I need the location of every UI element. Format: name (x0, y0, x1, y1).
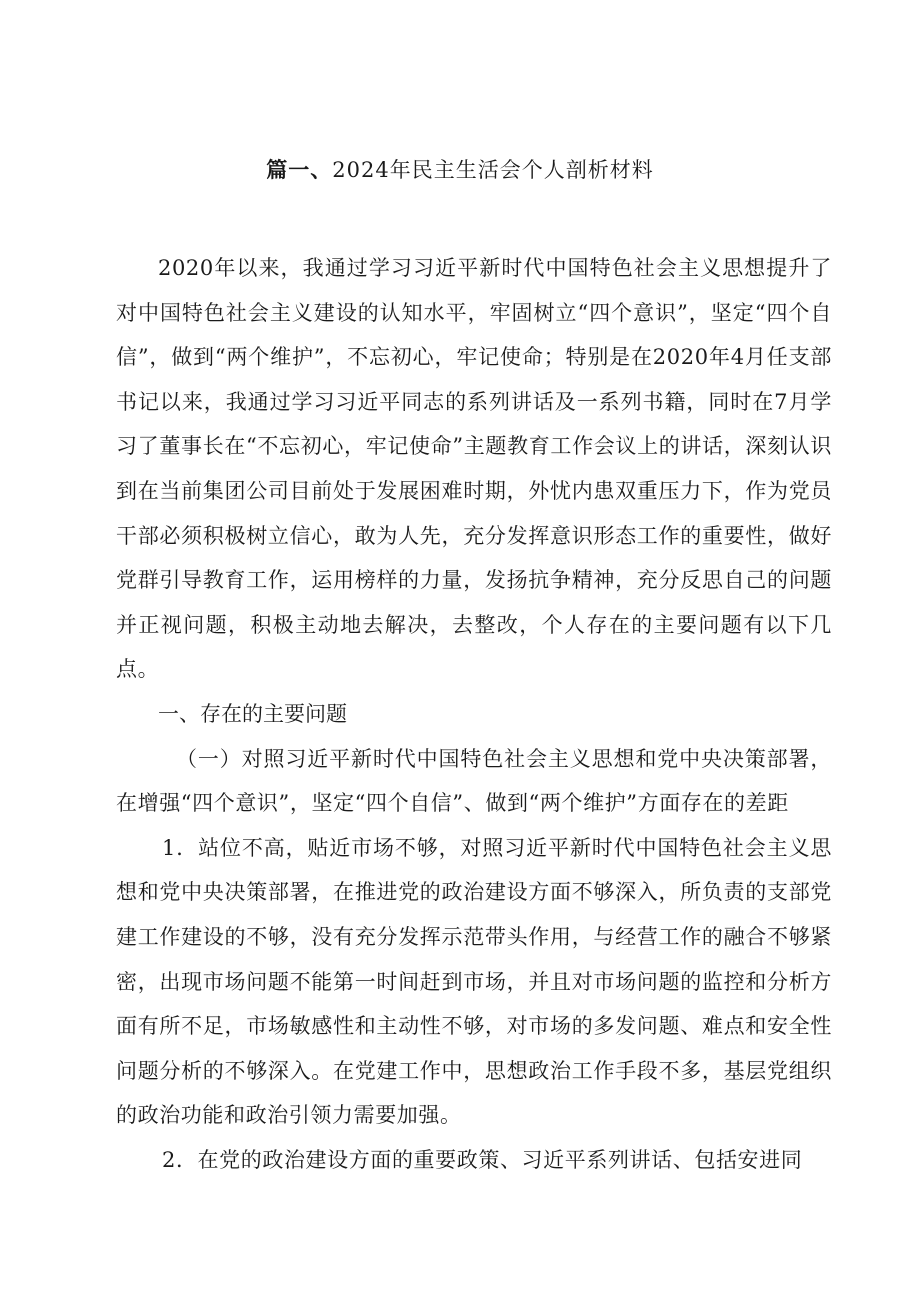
list-item-2: 2．在党的政治建设方面的重要政策、习近平系列讲话、包括安进同 (162, 1147, 803, 1172)
document-title (0, 152, 920, 188)
list-item-1: 1．站位不高，贴近市场不够，对照习近平新时代中国特色社会主义思想和党中央决策部署，在推进党的政治建设方面不够深入，所负责的支部党建工作建设的不够，没有充分发挥示范带头作用，与经营工作的融合不够紧密，出现市场问题不能第一时间赶到市场，并且对市场问题的监控和分析方面有所不足，市场敏感性和主动性不够，对市场的多发问题、难点和安全性问题分析的不够深入。在党建工作中，思想政治工作手段不多，基层党组织的政治功能和政治引领力需要加强。 (116, 835, 832, 1128)
document-body (116, 246, 832, 1182)
subsection-heading-1: （一）对照习近平新时代中国特色社会主义思想和党中央决策部署，在增强“四个意识”，坚定“四个自信”、做到“两个维护”方面存在的差距 (116, 746, 832, 816)
intro-paragraph: 2020年以来，我通过学习习近平新时代中国特色社会主义思想提升了对中国特色社会主义建设的认知水平，牢固树立“四个意识”，坚定“四个自信”，做到“两个维护”，不忘初心，牢记使命；特别是在2020年4月任支部书记以来，我通过学习习近平同志的系列讲话及一系列书籍，同时在7月学习了董事长在“不忘初心，牢记使命”主题教育工作会议上的讲话，深刻认识到在当前集团公司目前处于发展困难时期，外忧内患双重压力下，作为党员干部必须积极树立信心，敢为人先，充分发挥意识形态工作的重要性，做好党群引导教育工作，运用榜样的力量，发扬抗争精神，充分反思自己的问题并正视问题，积极主动地去解决，去整改，个人存在的主要问题有以下几点。 (116, 256, 832, 682)
title-rest: 2024年民主生活会个人剖析材料 (332, 158, 654, 182)
section-heading-problems: 一、存在的主要问题 (158, 701, 347, 726)
title-lead: 篇一、 (266, 158, 333, 182)
